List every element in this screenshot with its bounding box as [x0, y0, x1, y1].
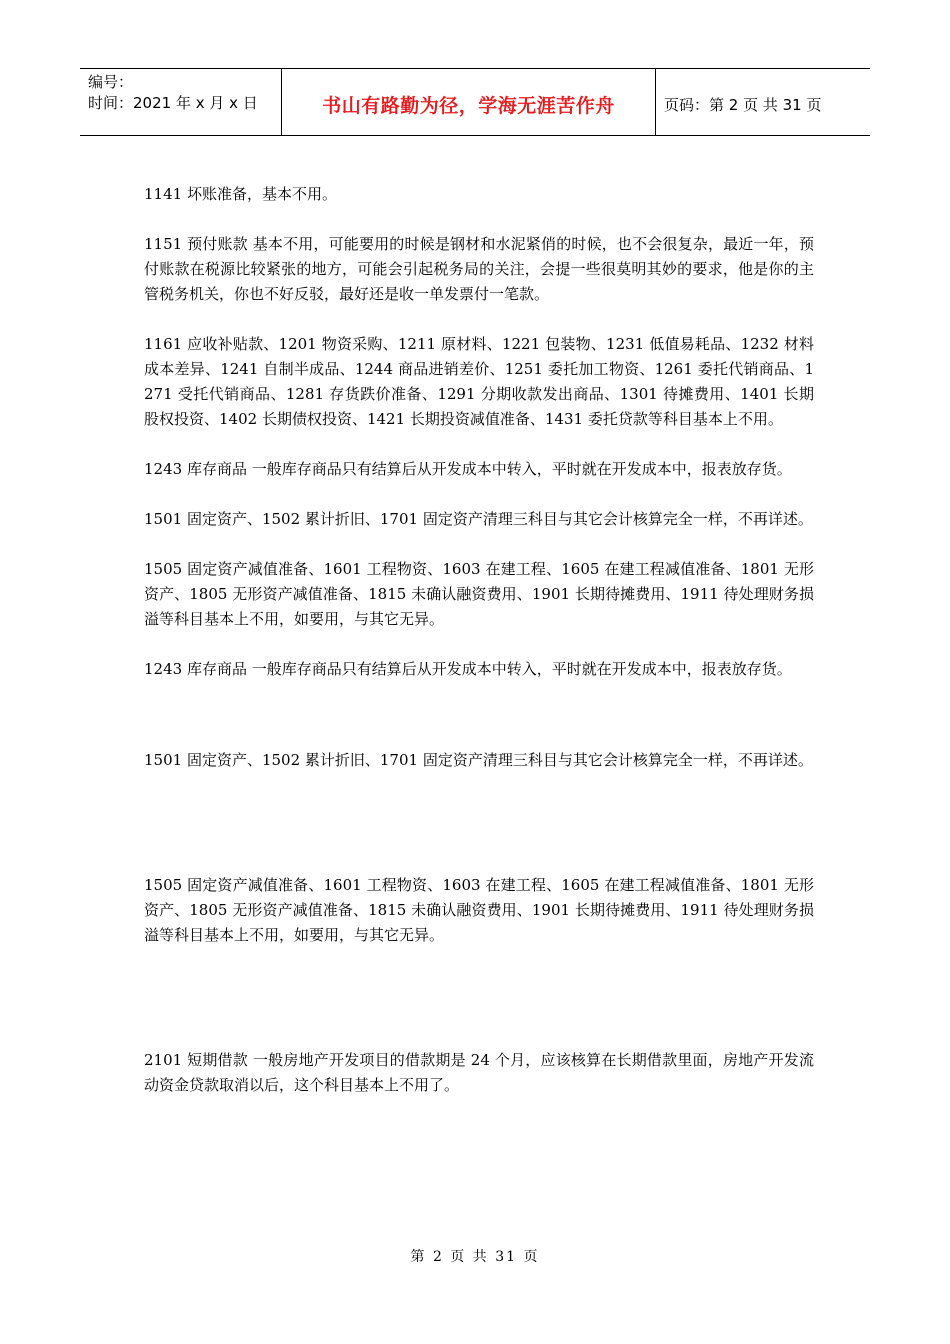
- document-time-label: 时间：2021 年 x 月 x 日: [88, 94, 258, 112]
- paragraph-1505: 1505 固定资产减值准备、1601 工程物资、1603 在建工程、1605 在建工程减值准备、1801 无形资产、1805 无形资产减值准备、1815 未确认融资费用、1901 长期待摊费用、1911 待处理财务损溢等科目基本上不用，如要用，与其它无异。: [144, 560, 814, 628]
- page-footer: 第 2 页 共 31 页: [410, 1249, 540, 1265]
- header-page-cell: [656, 69, 870, 135]
- paragraph-1505-repeat: 1505 固定资产减值准备、1601 工程物资、1603 在建工程、1605 在建工程减值准备、1801 无形资产、1805 无形资产减值准备、1815 未确认融资费用、1901 长期待摊费用、1911 待处理财务损溢等科目基本上不用，如要用，与其它无异。: [144, 876, 814, 944]
- paragraph-1161: 1161 应收补贴款、1201 物资采购、1211 原材料、1221 包装物、1231 低值易耗品、1232 材料成本差异、1241 自制半成品、1244 商品进销差价、1251 委托加工物资、1261 委托代销商品、1271 受托代销商品、1281 存货跌价准备、1291 分期收款发出商品、1301 待摊费用、1401 长期股权投资、1402 长期债权投资、1421 长期投资减值准备、1431 委托贷款等科目基本上不用。: [144, 335, 814, 428]
- paragraph-1151: 1151 预付账款 基本不用，可能要用的时候是钢材和水泥紧俏的时候，也不会很复杂，最近一年，预付账款在税源比较紧张的地方，可能会引起税务局的关注，会提一些很莫明其妙的要求，他是你的主管税务机关，你也不好反驳，最好还是收一单发票付一笔款。: [144, 235, 814, 303]
- document-number-label: 编号：: [88, 73, 134, 91]
- document-body: [144, 182, 814, 1098]
- paragraph-1141: 1141 坏账准备，基本不用。: [144, 185, 337, 203]
- paragraph-1243: 1243 库存商品 一般库存商品只有结算后从开发成本中转入，平时就在开发成本中，报表放存货。: [144, 460, 792, 478]
- page-header: [80, 68, 870, 136]
- header-motto-cell: [282, 69, 656, 135]
- paragraph-1501: 1501 固定资产、1502 累计折旧、1701 固定资产清理三科目与其它会计核算完全一样，不再详述。: [144, 510, 813, 528]
- header-page-info: 页码：第 2 页 共 31 页: [664, 95, 822, 114]
- paragraph-1243-repeat: 1243 库存商品 一般库存商品只有结算后从开发成本中转入，平时就在开发成本中，报表放存货。: [144, 660, 792, 678]
- header-meta-cell: [80, 69, 282, 135]
- header-motto: 书山有路勤为径，学海无涯苦作舟: [322, 94, 615, 117]
- paragraph-1501-repeat: 1501 固定资产、1502 累计折旧、1701 固定资产清理三科目与其它会计核算完全一样，不再详述。: [144, 751, 813, 769]
- paragraph-2101: 2101 短期借款 一般房地产开发项目的借款期是 24 个月，应该核算在长期借款里面，房地产开发流动资金贷款取消以后，这个科目基本上不用了。: [144, 1051, 814, 1094]
